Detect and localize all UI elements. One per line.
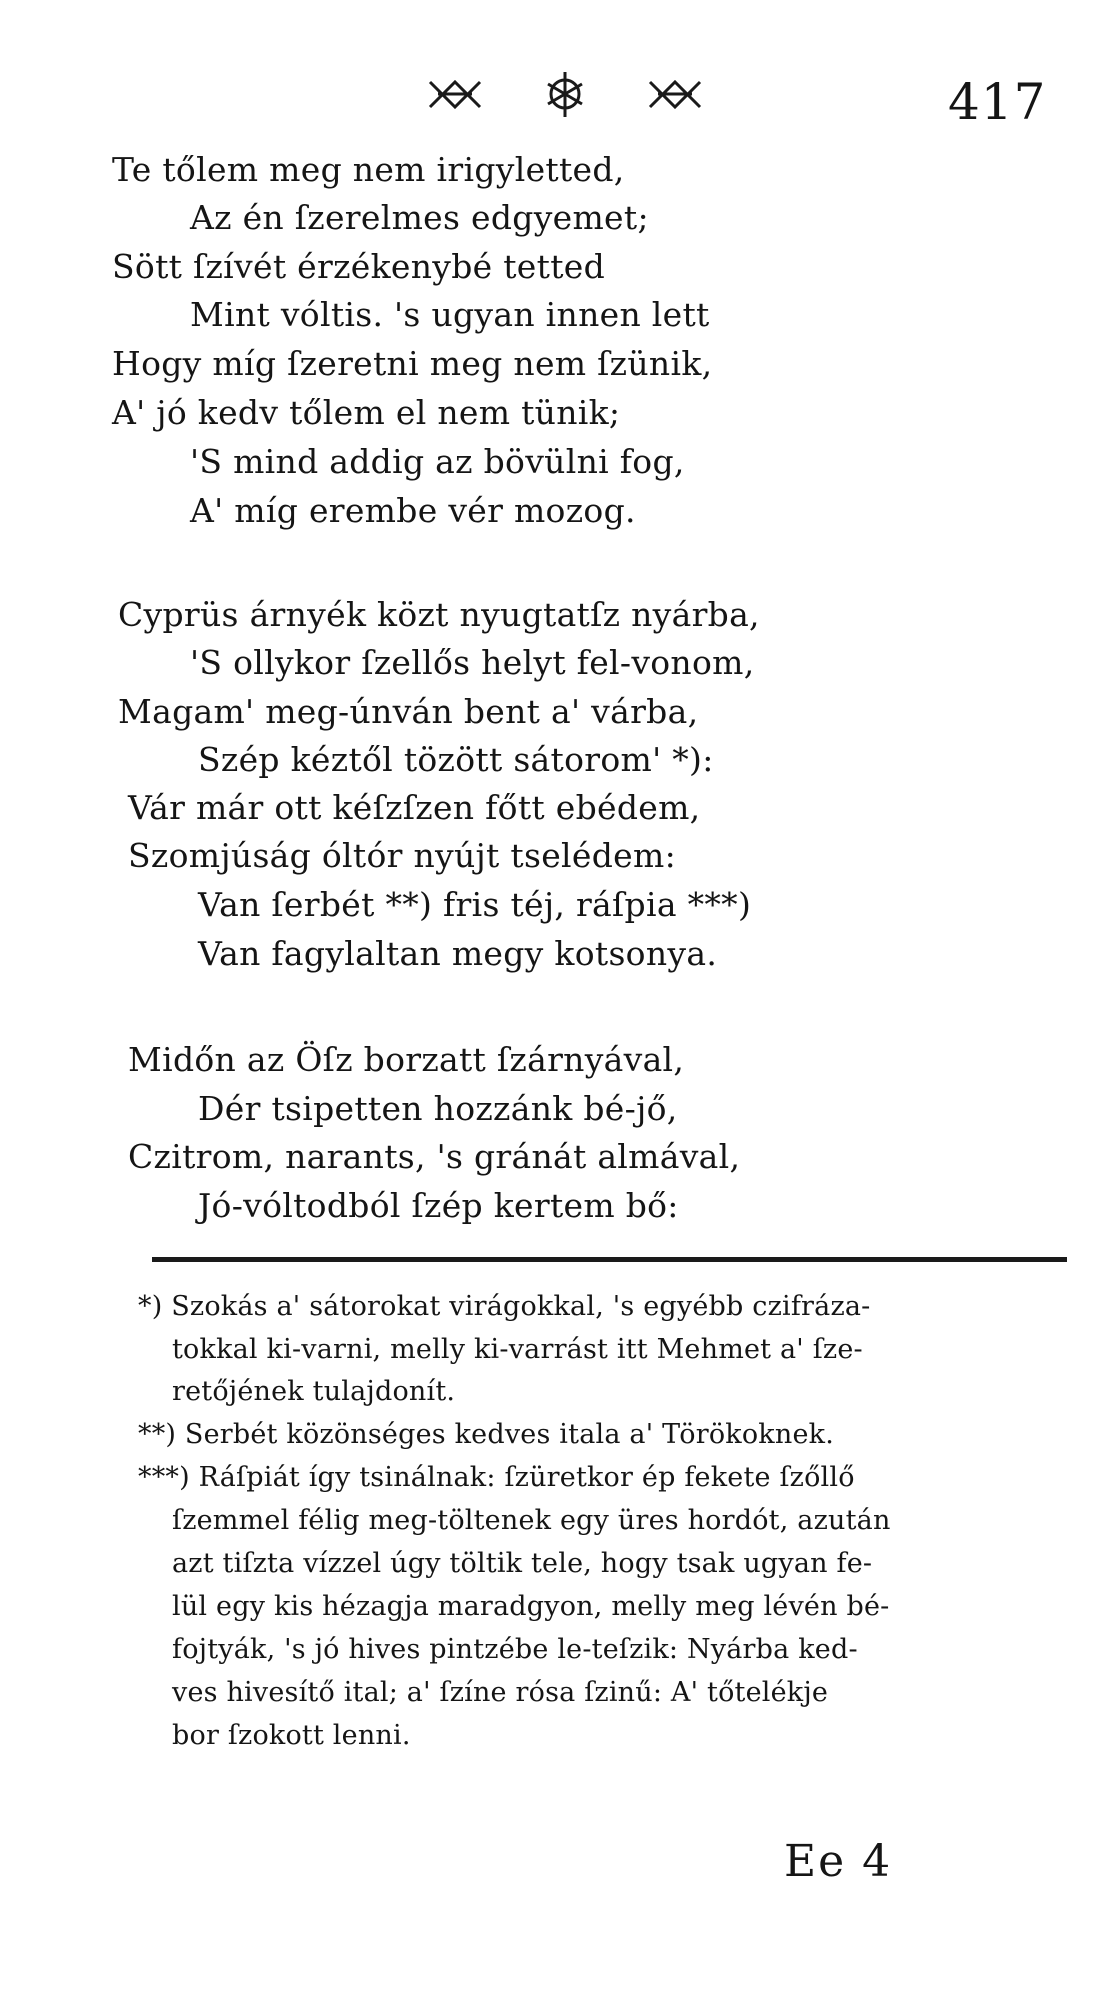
footnote-line: tokkal ki-varni, melly ki-varrást itt Mehmet a' ſze- xyxy=(172,1334,863,1365)
poem-line: Van ſerbét **) fris téj, ráſpia ***) xyxy=(198,885,752,924)
footnote-line: fojtyák, 's jó hives pintzébe le-teſzik: Nyárba ked- xyxy=(172,1634,858,1665)
poem-line: Szép kéztől tözött sátorom' *): xyxy=(198,740,714,779)
poem-line: 'S mind addig az bövülni fog, xyxy=(190,442,685,481)
poem-line: Cyprüs árnyék közt nyugtatſz nyárba, xyxy=(118,595,760,634)
poem-line: Mint vóltis. 's ugyan innen lett xyxy=(190,295,710,334)
footnote-line: ves hivesítő ital; a' ſzíne rósa ſzinű: A' tőtelékje xyxy=(172,1677,829,1708)
footnote-line: ***) Ráſpiát így tsinálnak: ſzüretkor ép fekete ſzőllő xyxy=(138,1462,855,1493)
poem-line: Vár már ott kéſzſzen főtt ebédem, xyxy=(128,788,701,827)
footnote-line: ſzemmel félig meg-töltenek egy üres hordót, azután xyxy=(172,1505,891,1536)
footnote-line: azt tiſzta vízzel úgy töltik tele, hogy tsak ugyan fe- xyxy=(172,1548,873,1579)
page-number: 417 xyxy=(948,73,1047,131)
poem-line: Hogy míg ſzeretni meg nem ſzünik, xyxy=(112,344,713,383)
poem-line: A' míg erembe vér mozog. xyxy=(190,491,636,530)
footnote-line: **) Serbét közönséges kedves itala a' Törökoknek. xyxy=(138,1419,834,1450)
poem-line: 'S ollykor ſzellős helyt fel-vonom, xyxy=(190,643,755,682)
footnote-line: retőjének tulajdonít. xyxy=(172,1376,456,1407)
signature-mark: Ee 4 xyxy=(784,1836,893,1887)
poem-line: Te tőlem meg nem irigyletted, xyxy=(112,150,625,189)
poem-line: Az én ſzerelmes edgyemet; xyxy=(190,198,649,237)
footnote-line: bor ſzokott lenni. xyxy=(172,1720,411,1751)
footnote-line: lül egy kis hézagja maradgyon, melly meg lévén bé- xyxy=(172,1591,890,1622)
poem-line: Magam' meg-únván bent a' várba, xyxy=(118,692,699,731)
poem-line: Szomjúság óltór nyújt tselédem: xyxy=(128,836,676,875)
footnote-line: *) Szokás a' sátorokat virágokkal, 's egyébb czifráza- xyxy=(138,1291,871,1322)
poem-line: Jó-vóltodból ſzép kertem bő: xyxy=(198,1186,679,1225)
poem-line: Midőn az Öſz borzatt ſzárnyával, xyxy=(128,1040,685,1079)
footnote-divider xyxy=(152,1257,1067,1262)
poem-line: A' jó kedv tőlem el nem tünik; xyxy=(112,393,621,432)
ornament-flourish-icon xyxy=(420,62,710,132)
poem-line: Czitrom, narants, 's gránát almával, xyxy=(128,1137,741,1176)
poem-line: Sött ſzívét érzékenybé tetted xyxy=(112,247,606,286)
poem-line: Dér tsipetten hozzánk bé-jő, xyxy=(198,1089,678,1128)
poem-line: Van fagylaltan megy kotsonya. xyxy=(198,934,718,973)
